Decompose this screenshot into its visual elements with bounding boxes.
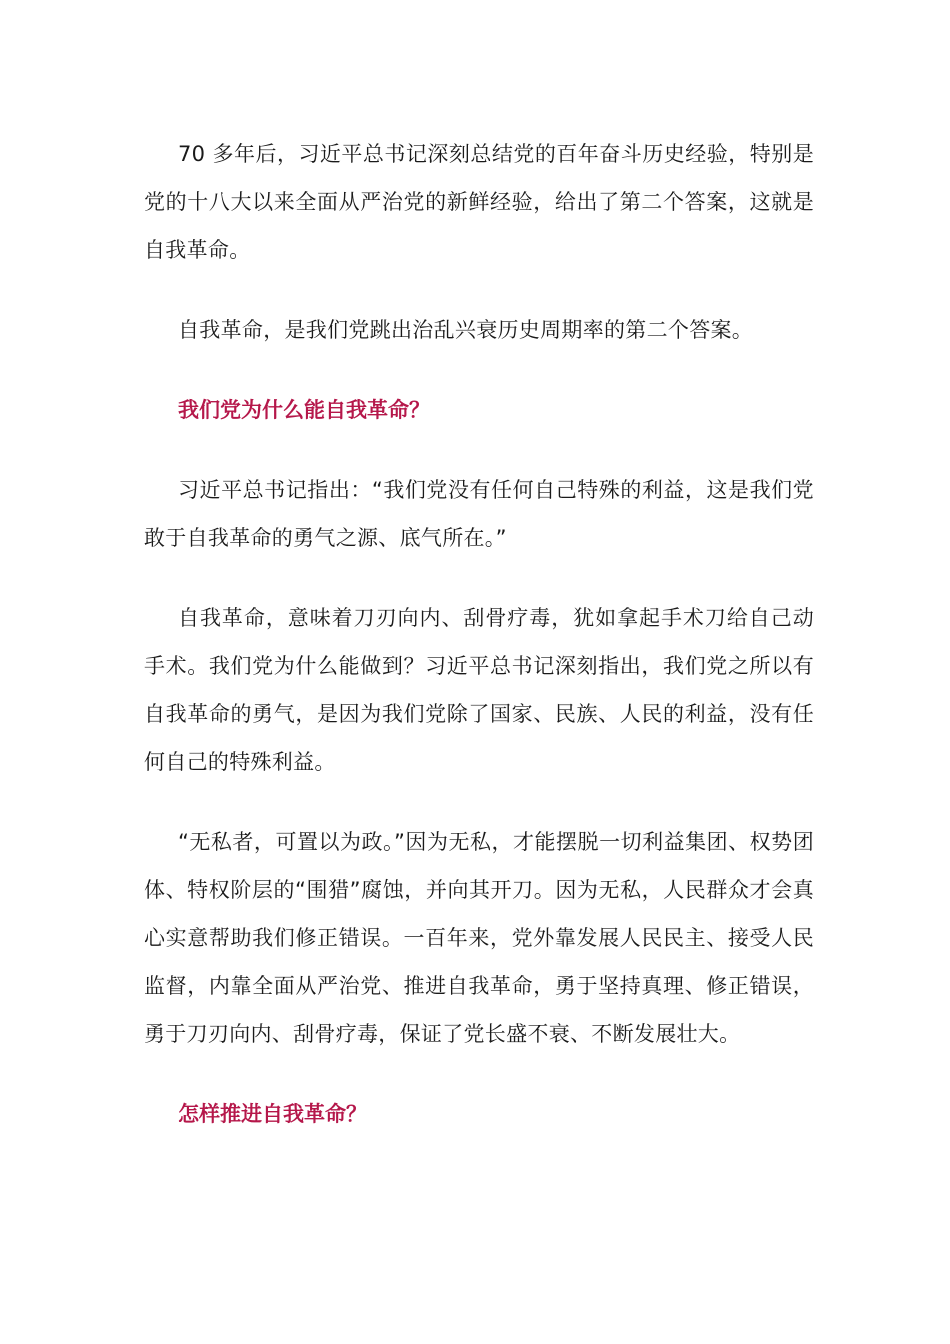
section-heading-why: 我们党为什么能自我革命？ [178, 398, 430, 422]
section-heading-how: 怎样推进自我革命？ [178, 1102, 367, 1126]
paragraph-quote-no-special-interest: 习近平总书记指出：“我们党没有任何自己特殊的利益，这是我们党敢于自我革命的勇气之源、底气所在。” [144, 478, 814, 550]
paragraph-blade-inward: 自我革命，意味着刀刃向内、刮骨疗毒，犹如拿起手术刀给自己动手术。我们党为什么能做到？习近平总书记深刻指出，我们党之所以有自我革命的勇气，是因为我们党除了国家、民族、人民的利益，没有任何自己的特殊利益。 [144, 606, 814, 774]
paragraph-self-revolution-summary: 自我革命，是我们党跳出治乱兴衰历史周期率的第二个答案。 [178, 318, 754, 342]
article-body [144, 130, 814, 1170]
paragraph-second-answer: 70 多年后，习近平总书记深刻总结党的百年奋斗历史经验，特别是党的十八大以来全面从严治党的新鲜经验，给出了第二个答案，这就是自我革命。 [144, 142, 814, 262]
paragraph-selflessness: “无私者，可置以为政。”因为无私，才能摆脱一切利益集团、权势团体、特权阶层的“围猎”腐蚀，并向其开刀。因为无私，人民群众才会真心实意帮助我们修正错误。一百年来，党外靠发展人民民主、接受人民监督，内靠全面从严治党、推进自我革命，勇于坚持真理、修正错误，勇于刀刃向内、刮骨疗毒，保证了党长盛不衰、不断发展壮大。 [144, 830, 814, 1046]
